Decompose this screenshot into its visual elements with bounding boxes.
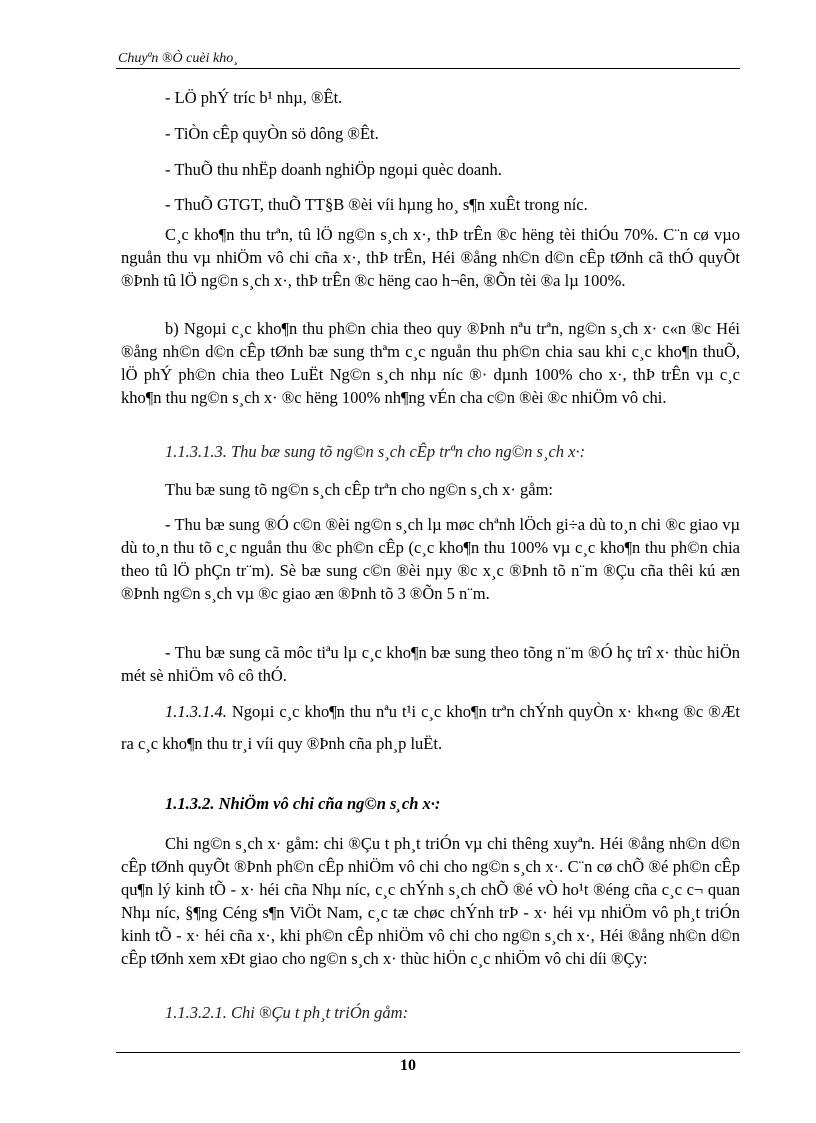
paragraph: - Thu bæ sung ®Ó c©n ®èi ng©n s¸ch lµ møc chªnh lÖch gi÷a dù to¸n chi ®c giao vµ dù to¸n thu tõ c¸c nguån thu ®c ph©n cÊp (c¸c kho¶n thu 100% vµ c¸c kho¶n thu ph©n chia theo tû lÖ phÇn tr¨m). Sè bæ sung c©n ®èi nµy ®c x¸c ®Þnh tõ n¨m ®Çu cña thêi kú æn ®Þnh ng©n s¸ch vµ ®c giao æn ®Þnh tõ 3 ®Õn 5 n¨m.	[121, 515, 740, 603]
section-heading: 1.1.3.1.3. Thu bæ sung tõ ng©n s¸ch cÊp trªn cho ng©n s¸ch x·:	[165, 442, 586, 461]
section-heading: 1.1.3.2.1. Chi ®Çu t ph¸t triÓn gåm:	[165, 1003, 409, 1022]
paragraph: - Thu bæ sung cã môc tiªu lµ c¸c kho¶n bæ sung theo tõng n¨m ®Ó hç trî x· thùc hiÖn mét sè nhiÖm vô cô thÓ.	[121, 643, 740, 685]
bullet-item: - ThuÕ thu nhËp doanh nghiÖp ngoµi quèc doanh.	[165, 160, 502, 179]
paragraph: Thu bæ sung tõ ng©n s¸ch cÊp trªn cho ng©n s¸ch x· gåm:	[165, 480, 553, 499]
header-divider	[116, 68, 740, 69]
bullet-item: - LÖ phÝ tríc b¹ nhµ, ®Êt.	[165, 88, 343, 107]
page-number: 10	[400, 1057, 416, 1074]
inline-section-label: 1.1.3.1.4.	[165, 702, 227, 721]
running-header: Chuyªn ®Ò cuèi kho¸	[118, 51, 238, 66]
bullet-item: - ThuÕ GTGT, thuÕ TT§B ®èi víi hµng ho¸ s¶n xuÊt trong níc.	[165, 195, 588, 214]
paragraph	[121, 696, 740, 760]
paragraph: b) Ngoµi c¸c kho¶n thu ph©n chia theo quy ®Þnh nªu trªn, ng©n s¸ch x· c«n ®c Héi ®ång nh©n d©n cÊp tØnh bæ sung thªm c¸c nguån thu ph©n chia sau khi c¸c kho¶n thuÕ, lÖ phÝ ph©n chia theo LuËt Ng©n s¸ch nhµ níc ®· dµnh 100% cho x·, thÞ trÊn vµ c¸c kho¶n thu ng©n s¸ch x· ®c hëng 100% nh¶ng vÉn cha c©n ®èi ®c nhiÖm vô chi.	[121, 319, 740, 407]
paragraph: C¸c kho¶n thu trªn, tû lÖ ng©n s¸ch x·, thÞ trÊn ®c hëng tèi thiÓu 70%. C¨n cø vµo nguån thu vµ nhiÖm vô chi cña x·, thÞ trÊn, Héi ®ång nh©n d©n cÊp tØnh cã thÓ quyÕt ®Þnh tû lÖ ng©n s¸ch x·, thÞ trÊn ®c hëng cao h¬ên, ®Õn tèi ®a lµ 100%.	[121, 225, 740, 290]
footer-divider	[116, 1052, 740, 1053]
paragraph: Chi ng©n s¸ch x· gåm: chi ®Çu t ph¸t triÓn vµ chi thêng xuyªn. Héi ®ång nh©n d©n cÊp tØnh quyÕt ®Þnh ph©n cÊp nhiÖm vô chi cho ng©n s¸ch x·. C¨n cø chÕ ®é ph©n cÊp qu¶n lý kinh tÕ - x· héi cña Nhµ níc, c¸c chÝnh s¸ch chÕ ®é vÒ ho¹t ®éng cña c¸c c¬ quan Nhµ níc, §¶ng Céng s¶n ViÖt Nam, c¸c tæ chøc chÝnh trÞ - x· héi vµ nhiÖm vô ph¸t triÓn kinh tÕ - x· héi cña x·, khi ph©n cÊp nhiÖm vô chi cho ng©n s¸ch x·, Héi ®ång nh©n d©n cÊp tØnh xem xÐt giao cho ng©n s¸ch x· thùc hiÖn c¸c nhiÖm vô chi díi ®Çy:	[121, 834, 740, 968]
bullet-item: - TiÒn cÊp quyÒn sö dông ®Êt.	[165, 124, 379, 143]
inline-text: Ngoµi c¸c kho¶n thu nªu t¹i c¸c kho¶n trªn chÝnh quyÒn x· kh«ng ®c ®Æt ra c¸c kho¶n thu tr¸i víi quy ®Þnh cña ph¸p luËt.	[121, 702, 740, 753]
section-heading: 1.1.3.2. NhiÖm vô chi cña ng©n s¸ch x·:	[165, 794, 441, 813]
